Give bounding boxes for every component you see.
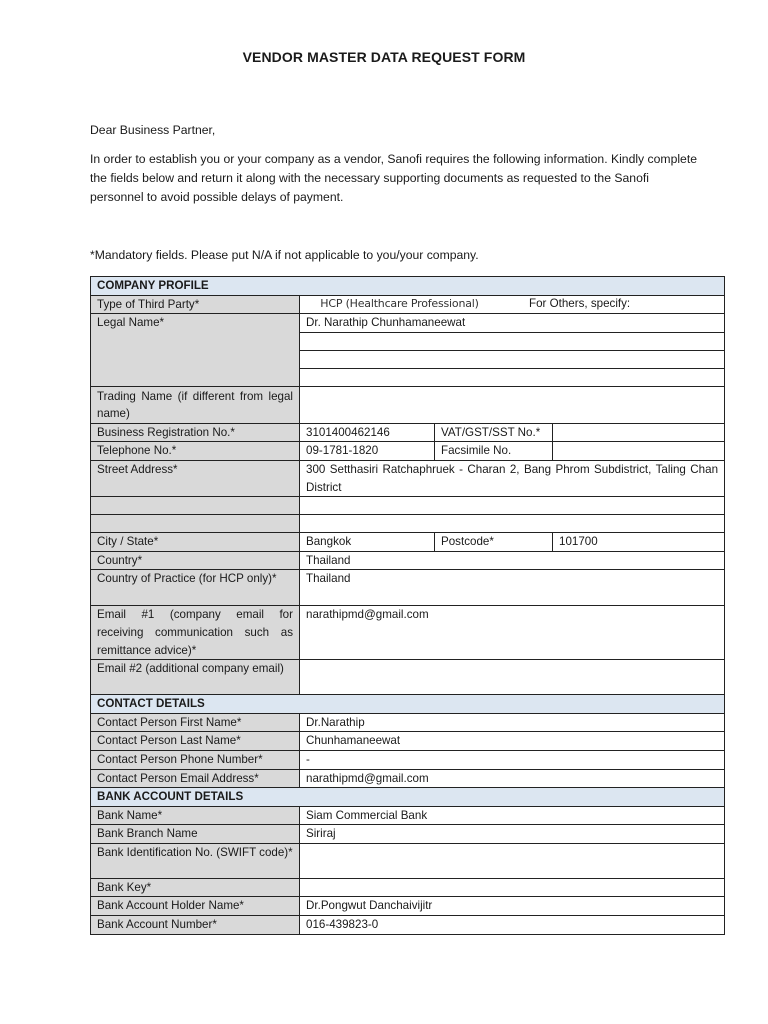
street-address-extra-cell [91, 515, 300, 533]
third-party-others-label: For Others, specify: [529, 297, 631, 311]
vendor-form-table [90, 276, 725, 935]
contact-phone-label: Contact Person Phone Number* [91, 750, 300, 769]
legal-name-label: Legal Name* [91, 314, 300, 387]
third-party-type-value[interactable]: HCP (Healthcare Professional) [320, 297, 479, 311]
street-address-field-line-2[interactable] [300, 497, 725, 515]
email-2-field[interactable] [300, 660, 725, 695]
bank-key-label: Bank Key* [91, 878, 300, 897]
trading-name-label: Trading Name (if different from legal name) [91, 386, 300, 423]
postcode-field[interactable]: 101700 [553, 533, 725, 552]
contact-first-name-field[interactable]: Dr.Narathip [300, 713, 725, 732]
telephone-label: Telephone No.* [91, 442, 300, 461]
section-company-profile: COMPANY PROFILE [91, 277, 725, 296]
swift-code-label: Bank Identification No. (SWIFT code)* [91, 843, 300, 878]
street-address-field-line-3[interactable] [300, 515, 725, 533]
business-registration-field[interactable]: 3101400462146 [300, 423, 435, 442]
contact-first-name-label: Contact Person First Name* [91, 713, 300, 732]
account-holder-field[interactable]: Dr.Pongwut Danchaivijitr [300, 897, 725, 916]
email-1-label: Email #1 (company email for receiving communication such as remittance advice)* [91, 606, 300, 660]
contact-phone-field[interactable]: - [300, 750, 725, 769]
country-of-practice-field[interactable]: Thailand [300, 570, 725, 606]
third-party-type-label: Type of Third Party* [91, 295, 300, 314]
telephone-field[interactable]: 09-1781-1820 [300, 442, 435, 461]
bank-key-field[interactable] [300, 878, 725, 897]
contact-last-name-label: Contact Person Last Name* [91, 732, 300, 751]
third-party-type-field[interactable] [300, 295, 725, 314]
legal-name-field[interactable]: Dr. Narathip Chunhamaneewat [300, 314, 725, 333]
account-number-field[interactable]: 016-439823-0 [300, 916, 725, 935]
bank-branch-field[interactable]: Siriraj [300, 825, 725, 844]
fax-label: Facsimile No. [435, 442, 553, 461]
contact-email-label: Contact Person Email Address* [91, 769, 300, 788]
legal-name-field-line-2[interactable] [300, 332, 725, 350]
bank-branch-label: Bank Branch Name [91, 825, 300, 844]
legal-name-field-line-4[interactable] [300, 368, 725, 386]
vat-field[interactable] [553, 423, 725, 442]
mandatory-note: *Mandatory fields. Please put N/A if not applicable to you/your company. [90, 248, 479, 262]
country-field[interactable]: Thailand [300, 551, 725, 570]
street-address-extra-cell [91, 497, 300, 515]
vat-label: VAT/GST/SST No.* [435, 423, 553, 442]
email-2-label: Email #2 (additional company email) [91, 660, 300, 695]
greeting: Dear Business Partner, [90, 123, 216, 137]
country-label: Country* [91, 551, 300, 570]
email-1-field[interactable]: narathipmd@gmail.com [300, 606, 725, 660]
fax-field[interactable] [553, 442, 725, 461]
legal-name-field-line-3[interactable] [300, 350, 725, 368]
intro-paragraph: In order to establish you or your company as a vendor, Sanofi requires the following information. Kindly complete the fields below and return it along with the necessary supporting documents as requested to the Sanofi personnel to avoid possible delays of payment. [90, 152, 697, 204]
business-registration-label: Business Registration No.* [91, 423, 300, 442]
account-number-label: Bank Account Number* [91, 916, 300, 935]
section-bank-account-details: BANK ACCOUNT DETAILS [91, 788, 725, 807]
bank-name-field[interactable]: Siam Commercial Bank [300, 806, 725, 825]
country-of-practice-label: Country of Practice (for HCP only)* [91, 570, 300, 606]
swift-code-field[interactable] [300, 843, 725, 878]
contact-last-name-field[interactable]: Chunhamaneewat [300, 732, 725, 751]
street-address-label: Street Address* [91, 460, 300, 496]
trading-name-field[interactable] [300, 386, 725, 423]
bank-name-label: Bank Name* [91, 806, 300, 825]
section-contact-details: CONTACT DETAILS [91, 695, 725, 714]
postcode-label: Postcode* [435, 533, 553, 552]
city-label: City / State* [91, 533, 300, 552]
form-title: VENDOR MASTER DATA REQUEST FORM [242, 49, 526, 65]
contact-email-field[interactable]: narathipmd@gmail.com [300, 769, 725, 788]
account-holder-label: Bank Account Holder Name* [91, 897, 300, 916]
street-address-field[interactable]: 300 Setthasiri Ratchaphruek - Charan 2, Bang Phrom Subdistrict, Taling Chan District [300, 460, 725, 496]
city-field[interactable]: Bangkok [300, 533, 435, 552]
